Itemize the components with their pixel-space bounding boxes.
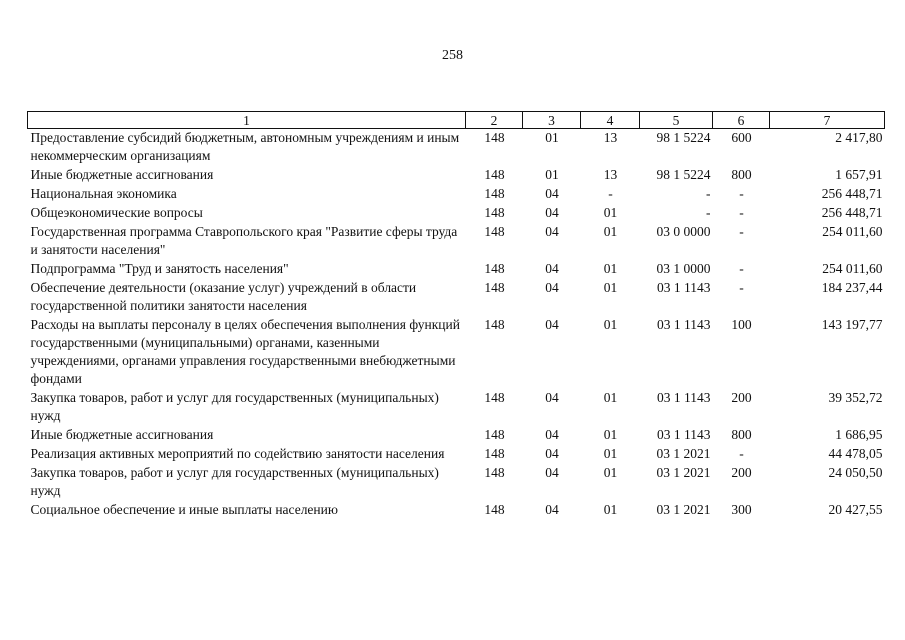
cell-ministry: 148	[484, 280, 505, 295]
header-col-6: 6	[713, 112, 770, 129]
cell-ministry: 148	[484, 167, 505, 182]
table-row	[28, 223, 885, 260]
cell-expense-type: 800	[731, 167, 752, 182]
row-name: Реализация активных мероприятий по содействию занятости населения	[30, 446, 445, 461]
cell-ministry: 148	[484, 205, 505, 220]
cell-expense-type: -	[739, 186, 744, 201]
cell-amount: 39 352,72	[828, 390, 883, 405]
cell-amount: 24 050,50	[828, 465, 883, 480]
row-name: Общеэкономические вопросы	[30, 205, 203, 220]
cell-section: 04	[545, 502, 559, 517]
cell-expense-type: 300	[731, 502, 752, 517]
cell-ministry: 148	[484, 427, 505, 442]
cell-ministry: 148	[484, 502, 505, 517]
cell-target-article: 98 1 5224	[656, 167, 711, 182]
cell-subsection: -	[608, 186, 613, 201]
cell-section: 01	[545, 167, 559, 182]
cell-expense-type: -	[739, 446, 744, 461]
cell-target-article: 03 1 1143	[657, 280, 711, 295]
cell-section: 04	[545, 427, 559, 442]
cell-amount: 254 011,60	[822, 224, 883, 239]
cell-target-article: 03 1 1143	[657, 390, 711, 405]
page-number: 258	[442, 48, 463, 63]
cell-subsection: 01	[603, 205, 618, 220]
row-name: Подпрограмма "Труд и занятость населения"	[30, 261, 289, 276]
cell-subsection: 01	[603, 280, 618, 295]
cell-expense-type: 200	[731, 465, 752, 480]
cell-subsection: 01	[603, 465, 618, 480]
cell-expense-type: 600	[731, 130, 752, 145]
table-row	[28, 260, 885, 279]
cell-expense-type: 100	[731, 317, 752, 332]
cell-expense-type: -	[739, 205, 744, 220]
header-col-1: 1	[28, 112, 466, 129]
cell-target-article: 03 1 0000	[656, 261, 711, 276]
header-row	[28, 112, 885, 129]
cell-expense-type: -	[739, 261, 744, 276]
table-row	[28, 501, 885, 520]
header-col-5: 5	[640, 112, 713, 129]
cell-section: 04	[545, 446, 559, 461]
table-row	[28, 279, 885, 316]
cell-section: 04	[545, 205, 559, 220]
cell-ministry: 148	[484, 261, 505, 276]
table-row	[28, 204, 885, 223]
cell-section: 04	[545, 390, 559, 405]
cell-expense-type: -	[739, 280, 744, 295]
cell-ministry: 148	[484, 317, 505, 332]
table-row	[28, 389, 885, 426]
cell-subsection: 01	[603, 502, 618, 517]
table-row	[28, 185, 885, 204]
cell-amount: 2 417,80	[835, 130, 883, 145]
table-row	[28, 445, 885, 464]
cell-target-article: 03 1 2021	[656, 465, 711, 480]
cell-ministry: 148	[484, 446, 505, 461]
row-name: Предоставление субсидий бюджетным, автономным учреждениям и иным некоммерческим организациям	[30, 130, 460, 163]
cell-section: 04	[545, 186, 559, 201]
cell-expense-type: -	[739, 224, 744, 239]
header-col-2: 2	[466, 112, 523, 129]
cell-target-article: -	[706, 186, 711, 201]
row-name: Закупка товаров, работ и услуг для государственных (муниципальных) нужд	[30, 390, 439, 423]
cell-subsection: 13	[603, 167, 618, 182]
cell-expense-type: 800	[731, 427, 752, 442]
cell-subsection: 01	[603, 446, 618, 461]
cell-target-article: 03 1 1143	[657, 317, 711, 332]
row-name: Государственная программа Ставропольского края "Развитие сферы труда и занятости населения"	[30, 224, 458, 257]
row-name: Закупка товаров, работ и услуг для государственных (муниципальных) нужд	[30, 465, 439, 498]
cell-section: 04	[545, 317, 559, 332]
cell-ministry: 148	[484, 224, 505, 239]
cell-subsection: 01	[603, 317, 618, 332]
cell-target-article: 03 1 2021	[656, 446, 711, 461]
cell-amount: 184 237,44	[821, 280, 883, 295]
row-name: Иные бюджетные ассигнования	[30, 427, 214, 442]
row-name: Социальное обеспечение и иные выплаты населению	[30, 502, 338, 517]
cell-target-article: 03 1 2021	[656, 502, 711, 517]
cell-subsection: 01	[603, 261, 618, 276]
table-row	[28, 129, 885, 167]
table-row	[28, 166, 885, 185]
cell-ministry: 148	[484, 390, 505, 405]
cell-ministry: 148	[484, 130, 505, 145]
header-col-4: 4	[581, 112, 640, 129]
cell-amount: 143 197,77	[821, 317, 883, 332]
row-name: Обеспечение деятельности (оказание услуг) учреждений в области государственной политики занятости населения	[30, 280, 417, 313]
cell-amount: 44 478,05	[828, 446, 883, 461]
cell-ministry: 148	[484, 465, 505, 480]
cell-subsection: 01	[603, 224, 618, 239]
row-name: Национальная экономика	[30, 186, 177, 201]
header-col-7: 7	[770, 112, 885, 129]
row-name: Расходы на выплаты персоналу в целях обеспечения выполнения функций государственными (муниципальными) органами, казенными учреждениями, органами управления государственными внебюджетными фондами	[30, 317, 460, 386]
cell-subsection: 01	[603, 427, 618, 442]
cell-subsection: 01	[603, 390, 618, 405]
cell-target-article: 03 1 1143	[657, 427, 711, 442]
cell-ministry: 148	[484, 186, 505, 201]
row-name: Иные бюджетные ассигнования	[30, 167, 214, 182]
cell-target-article: -	[706, 205, 711, 220]
table-row	[28, 464, 885, 501]
cell-amount: 256 448,71	[821, 205, 883, 220]
table-row	[28, 316, 885, 389]
cell-amount: 20 427,55	[828, 502, 883, 517]
cell-amount: 256 448,71	[821, 186, 883, 201]
cell-target-article: 98 1 5224	[656, 130, 711, 145]
cell-section: 01	[545, 130, 559, 145]
cell-section: 04	[545, 465, 559, 480]
budget-table	[27, 111, 885, 520]
cell-expense-type: 200	[731, 390, 752, 405]
header-col-3: 3	[523, 112, 581, 129]
cell-subsection: 13	[603, 130, 618, 145]
cell-section: 04	[545, 280, 559, 295]
cell-amount: 1 657,91	[835, 167, 883, 182]
cell-target-article: 03 0 0000	[656, 224, 711, 239]
cell-section: 04	[545, 224, 559, 239]
cell-amount: 1 686,95	[835, 427, 883, 442]
cell-section: 04	[545, 261, 559, 276]
cell-amount: 254 011,60	[822, 261, 883, 276]
table-row	[28, 426, 885, 445]
